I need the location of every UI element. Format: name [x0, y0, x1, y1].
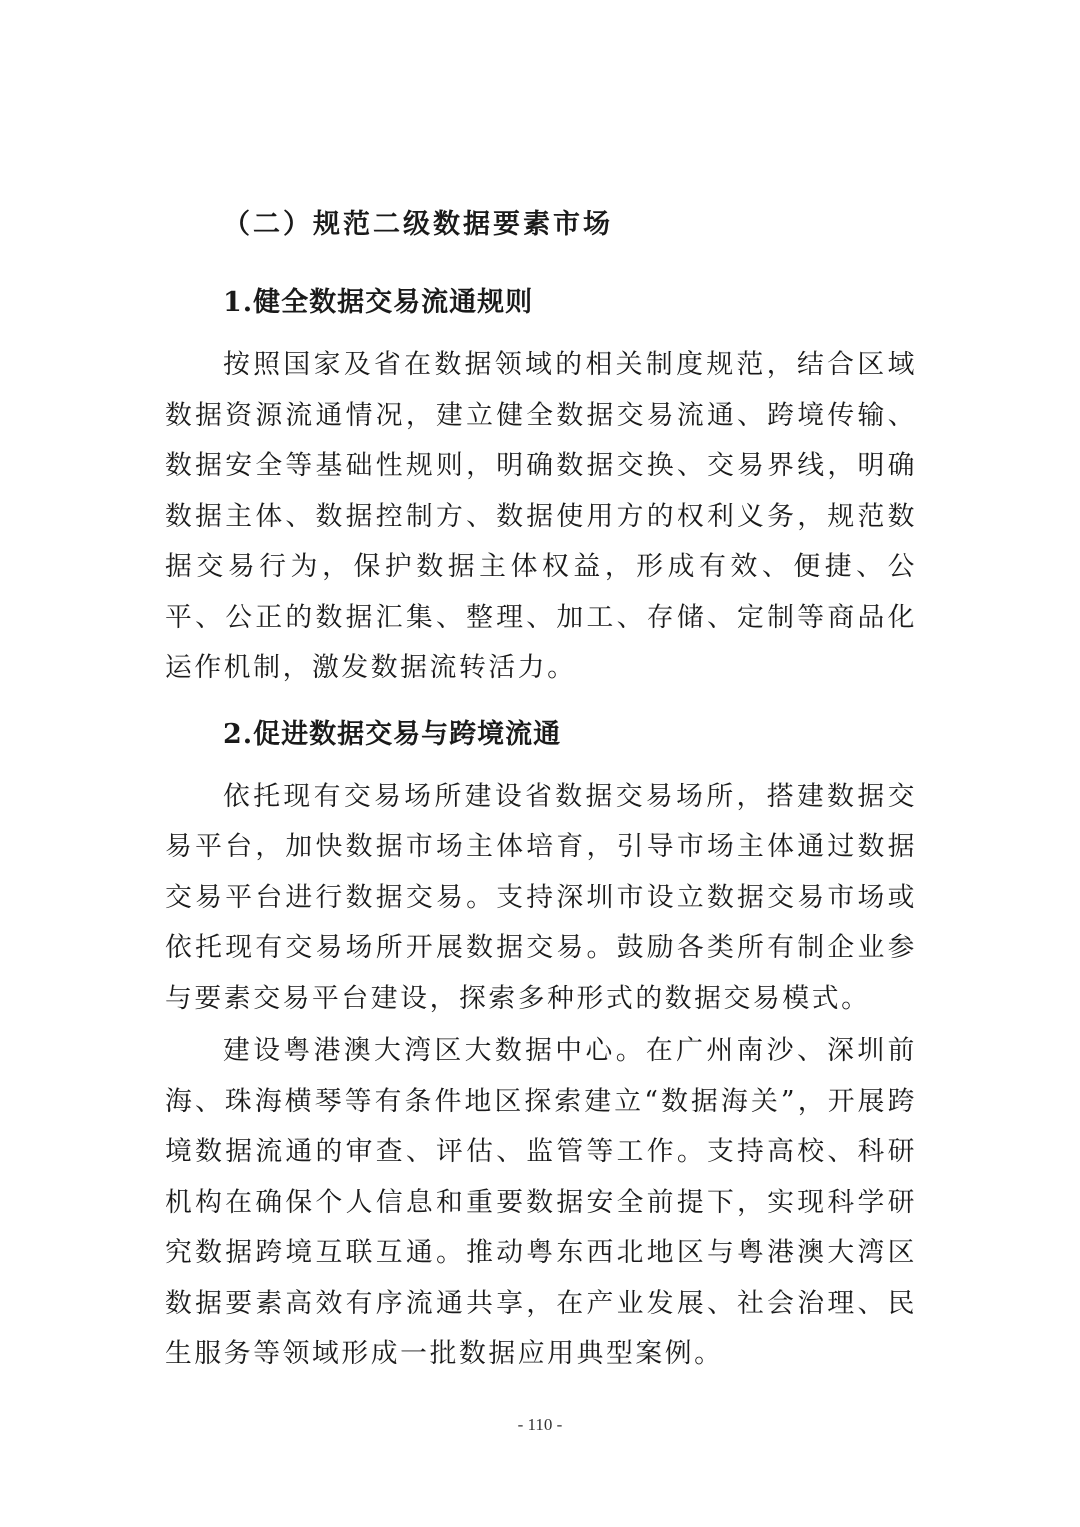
section-heading: （二）规范二级数据要素市场 — [223, 209, 613, 240]
subsection-heading-1: 1.健全数据交易流通规则 — [223, 287, 534, 318]
document-body — [165, 200, 917, 1396]
page-number: - 110 - — [517, 1415, 563, 1434]
paragraph-data-trading-rules: 按照国家及省在数据领域的相关制度规范，结合区域数据资源流通情况，建立健全数据交易流通、跨境传输、数据安全等基础性规则，明确数据交换、交易界线，明确数据主体、数据控制方、数据使用方的权利义务，规范数据交易行为，保护数据主体权益，形成有效、便捷、公平、公正的数据汇集、整理、加工、存储、定制等商品化运作机制，激发数据流转活力。 — [165, 349, 917, 683]
paragraph-data-trading-platform: 依托现有交易场所建设省数据交易场所，搭建数据交易平台，加快数据市场主体培育，引导市场主体通过数据交易平台进行数据交易。支持深圳市设立数据交易市场或依托现有交易场所开展数据交易。鼓励各类所有制企业参与要素交易平台建设，探索多种形式的数据交易模式。 — [165, 780, 917, 1014]
subsection-heading-2: 2.促进数据交易与跨境流通 — [223, 718, 562, 750]
paragraph-cross-border-flow: 建设粤港澳大湾区大数据中心。在广州南沙、深圳前海、珠海横琴等有条件地区探索建立“数据海关”，开展跨境数据流通的审查、评估、监管等工作。支持高校、科研机构在确保个人信息和重要数据安全前提下，实现科学研究数据跨境互联互通。推动粤东西北地区与粤港澳大湾区数据要素高效有序流通共享，在产业发展、社会治理、民生服务等领域形成一批数据应用典型案例。 — [165, 1035, 917, 1369]
